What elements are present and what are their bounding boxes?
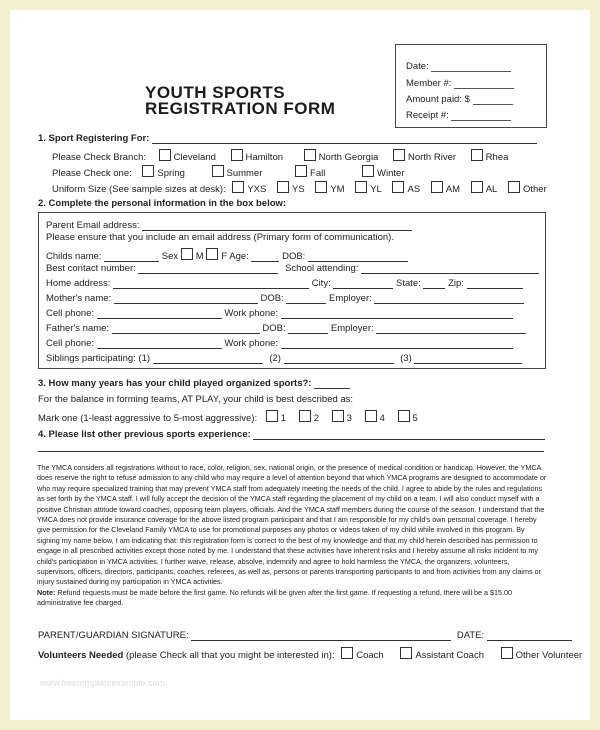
checkbox[interactable]: [159, 149, 171, 161]
checkbox[interactable]: [332, 410, 344, 422]
mother-employer-field[interactable]: [374, 293, 524, 304]
child-name-field[interactable]: [104, 251, 159, 262]
address-field[interactable]: [113, 278, 309, 289]
father-employer-field[interactable]: [376, 323, 526, 334]
legal-agreement: The YMCA considers all registrations without to race, color, religion, sex, national origin, or the presence of medical condition or handicap. However, the YMCA does reserve the right to refuse admission to any child who may require a level of attention beyond that which YMCA programs are designed to accommodate or who may require specialized training that may prevent YMCA staff from adequately meeting the needs of the child. I agree to abide by the rules and regulations as set forth by the YMCA staff. I will fully accept the decision of the YMCA staff regarding the placement of my child on a team. I will also conduct myself with a positive Christian attitude toward coaches, opposing team players, officials. And the YMCA staff members during the course of the season. I understand that the YMCA does not provide insurance coverage for the above listed program participant and that I am responsible for my child's own personal coverage. I hereby give permission for the Cleveland Family YMCA to use for promotional purposes any photos or videos taken of my child while involved in this program. By signing my name below, I am indicating that: this registration form is correct to the best of my knowledge and that my child herein described has permission to engage in all prescribed activities except those noted by me. I understand that these activities have inherent risks and I hereby assume all risks incident to my child's participation in YMCA activities. I further waive, release, absolve, indemnify and agree to hold harmless the YMCA, the organizers, volunteers, supervisors, officers, directors, participants, coaches, referees, as well as, persons or parents transporting participants to and from activities from any claims or injury sustained during my participation in YMCA activities. Note: Refund requests must be made before the first game. No refunds will be given after the first game. If requesting a refund, there will be a $15.00 administrative fee charged.: [37, 463, 547, 608]
mother-dob-field[interactable]: [286, 293, 326, 304]
checkbox[interactable]: [304, 149, 316, 161]
checkbox[interactable]: [277, 181, 289, 193]
volunteer-option[interactable]: Other Volunteer: [501, 647, 583, 661]
email-note: Please ensure that you include an email address (Primary form of communication).: [46, 232, 394, 243]
checkbox[interactable]: [181, 248, 193, 260]
balance-text: For the balance in forming teams, AT PLAY, your child is best described as:: [38, 394, 354, 405]
checkbox[interactable]: [232, 181, 244, 193]
season-option[interactable]: Fall: [295, 165, 325, 179]
checkbox[interactable]: [398, 410, 410, 422]
branch-option[interactable]: North Georgia: [304, 149, 379, 163]
state-field[interactable]: [423, 278, 445, 289]
volunteers-row: Volunteers Needed (please Check all that you might be interested in): Coach Assistant Coach Other Volunteer: [38, 647, 582, 661]
mother-work-field[interactable]: [281, 308, 513, 319]
city-field[interactable]: [333, 278, 393, 289]
father-dob-field[interactable]: [288, 323, 328, 334]
branch-option[interactable]: North River: [393, 149, 456, 163]
office-amount: Amount paid: $: [406, 94, 513, 105]
office-receipt: Receipt #:: [406, 110, 511, 121]
experience-line-2[interactable]: [38, 451, 544, 452]
contact-field[interactable]: [138, 263, 278, 274]
age-field[interactable]: [251, 251, 279, 262]
office-date: Date:: [406, 61, 511, 72]
father-phone-row: Cell phone: Work phone:: [46, 338, 513, 349]
years-field[interactable]: [314, 378, 350, 389]
experience-field[interactable]: [253, 429, 545, 440]
checkbox[interactable]: [142, 165, 154, 177]
level-option[interactable]: 2: [299, 410, 319, 424]
siblings-row: Siblings participating: (1) (2) (3): [46, 353, 522, 364]
size-option[interactable]: YXS: [232, 181, 266, 195]
season-option[interactable]: Summer: [212, 165, 263, 179]
size-option[interactable]: AL: [471, 181, 498, 195]
signature-row: PARENT/GUARDIAN SIGNATURE: DATE:: [38, 630, 572, 641]
checkbox[interactable]: [508, 181, 520, 193]
uniform-row: Uniform Size (See sample sizes at desk): YXS YS YM YL AS AM AL Other: [52, 181, 547, 195]
size-option[interactable]: AM: [431, 181, 460, 195]
checkbox[interactable]: [206, 248, 218, 260]
checkbox[interactable]: [392, 181, 404, 193]
checkbox[interactable]: [315, 181, 327, 193]
mother-cell-field[interactable]: [97, 308, 222, 319]
father-work-field[interactable]: [281, 338, 513, 349]
size-option[interactable]: YL: [355, 181, 382, 195]
mother-row: Mother's name: DOB: Employer:: [46, 293, 524, 304]
section4-heading: 4. Please list other previous sports experience:: [38, 429, 545, 440]
checkbox[interactable]: [231, 149, 243, 161]
watermark: www.freetemplateexample.com: [40, 678, 166, 688]
size-option[interactable]: YM: [315, 181, 344, 195]
checkbox[interactable]: [355, 181, 367, 193]
checkbox[interactable]: [266, 410, 278, 422]
address-row: Home address: City: State: Zip:: [46, 278, 523, 289]
form-title-line1: YOUTH SPORTS: [145, 83, 286, 102]
sibling2-field[interactable]: [284, 353, 394, 364]
sibling3-field[interactable]: [414, 353, 522, 364]
branch-option[interactable]: Cleveland: [159, 149, 216, 163]
father-name-field[interactable]: [112, 323, 260, 334]
form-title-line2: REGISTRATION FORM: [145, 99, 336, 118]
mother-name-field[interactable]: [114, 293, 258, 304]
mother-phone-row: Cell phone: Work phone:: [46, 308, 513, 319]
checkbox[interactable]: [393, 149, 405, 161]
signature-field[interactable]: [191, 630, 451, 641]
school-field[interactable]: [361, 263, 539, 274]
checkbox[interactable]: [365, 410, 377, 422]
dob-field[interactable]: [308, 251, 408, 262]
office-member: Member #:: [406, 78, 514, 89]
sibling1-field[interactable]: [153, 353, 263, 364]
volunteer-option[interactable]: Assistant Coach: [400, 647, 484, 661]
size-option[interactable]: AS: [392, 181, 420, 195]
office-use-box: [395, 44, 547, 128]
checkbox[interactable]: [295, 165, 307, 177]
checkbox[interactable]: [299, 410, 311, 422]
email-field[interactable]: [142, 220, 412, 231]
season-option[interactable]: Spring: [142, 165, 184, 179]
level-option[interactable]: 1: [266, 410, 286, 424]
season-option[interactable]: Winter: [362, 165, 404, 179]
level-option[interactable]: 4: [365, 410, 385, 424]
season-row: Please Check one: Spring Summer Fall Winter: [52, 165, 416, 179]
section2-heading: 2. Complete the personal information in the box below:: [38, 198, 287, 209]
volunteer-option[interactable]: Coach: [341, 647, 383, 661]
father-row: Father's name: DOB: Employer:: [46, 323, 526, 334]
size-option[interactable]: Other: [508, 181, 547, 195]
branch-row: Please Check Branch: Cleveland Hamilton North Georgia North River Rhea: [52, 149, 520, 163]
branch-option[interactable]: Rhea: [471, 149, 509, 163]
level-option[interactable]: 3: [332, 410, 352, 424]
branch-option[interactable]: Hamilton: [231, 149, 284, 163]
aggression-row: Mark one (1-least aggressive to 5-most aggressive): 1 2 3 4 5: [38, 410, 430, 424]
section3-heading: 3. How many years has your child played organized sports?:: [38, 378, 350, 389]
checkbox[interactable]: [501, 647, 513, 659]
checkbox[interactable]: [471, 181, 483, 193]
contact-row: Best contact number: School attending:: [46, 263, 539, 274]
level-option[interactable]: 5: [398, 410, 418, 424]
checkbox[interactable]: [400, 647, 412, 659]
sport-field[interactable]: [152, 133, 537, 144]
size-option[interactable]: YS: [277, 181, 305, 195]
checkbox[interactable]: [362, 165, 374, 177]
zip-field[interactable]: [467, 278, 523, 289]
checkbox[interactable]: [471, 149, 483, 161]
signature-date-field[interactable]: [487, 630, 572, 641]
section1-heading: 1. Sport Registering For:: [38, 133, 537, 144]
checkbox[interactable]: [341, 647, 353, 659]
checkbox[interactable]: [212, 165, 224, 177]
child-row: Childs name: Sex M F Age: DOB:: [46, 248, 408, 262]
checkbox[interactable]: [431, 181, 443, 193]
email-row: Parent Email address:: [46, 220, 412, 231]
father-cell-field[interactable]: [97, 338, 222, 349]
